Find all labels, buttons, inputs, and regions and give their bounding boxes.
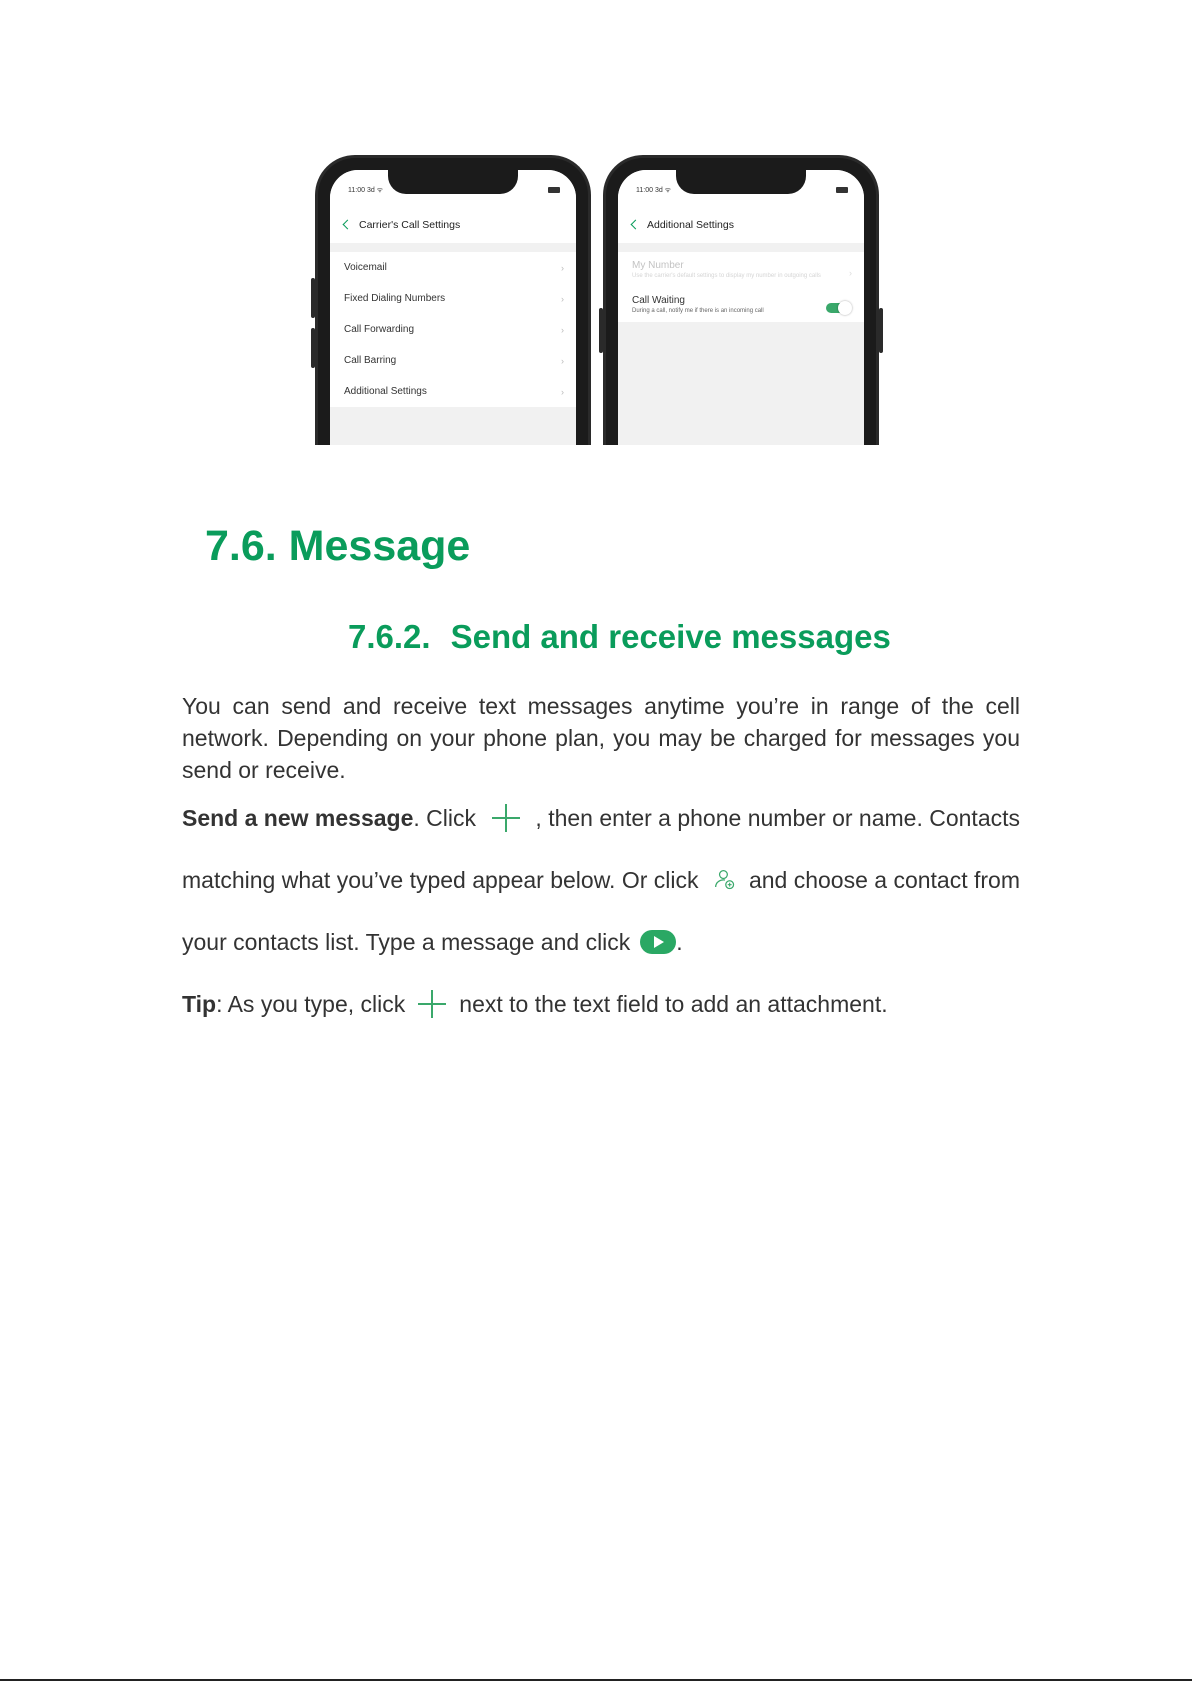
volume-button (311, 328, 315, 368)
settings-list (330, 252, 576, 407)
phone-carrier-call-settings (315, 155, 591, 445)
list-item-call-waiting[interactable]: Call Waiting During a call, notify me if there is an incoming call (618, 287, 864, 322)
list-item-my-number[interactable]: My Number Use the carrier's default settings to display my number in outgoing calls › (632, 260, 852, 279)
notch (676, 170, 806, 194)
list-item-fixed-dialing[interactable]: Fixed Dialing Numbers › (344, 293, 564, 304)
list-item-voicemail[interactable]: Voicemail › (344, 262, 564, 273)
plus-icon (491, 803, 521, 833)
back-arrow-icon[interactable] (343, 220, 353, 230)
send-label: Send a new message (182, 804, 414, 831)
subsection-heading (348, 618, 891, 656)
settings-list (618, 252, 864, 322)
status-time: 11:00 3d ᯤ (636, 186, 672, 194)
tip-label: Tip (182, 990, 217, 1017)
send-line-2: matching what you’ve typed appear below. Or click and choose a contact from (182, 862, 1020, 898)
chevron-right-icon: › (561, 355, 564, 366)
volume-button (311, 278, 315, 318)
section-heading: 7.6. Message (205, 522, 471, 570)
footer-rule (0, 1679, 1192, 1681)
chevron-right-icon: › (561, 324, 564, 335)
send-line-3: your contacts list. Type a message and click . (182, 928, 683, 955)
power-button (879, 308, 883, 353)
send-icon (640, 930, 676, 954)
subsection-title: Send and receive messages (450, 618, 891, 655)
chevron-right-icon: › (561, 386, 564, 397)
status-time: 11:00 3d ᯤ (348, 186, 384, 194)
volume-button (599, 308, 603, 353)
phone-screen (618, 170, 864, 445)
list-item-call-forwarding[interactable]: Call Forwarding › (344, 324, 564, 335)
notch (388, 170, 518, 194)
chevron-right-icon: › (849, 268, 852, 278)
battery-icon (836, 187, 848, 193)
list-item-additional-settings[interactable]: Additional Settings › (344, 386, 564, 397)
plus-icon (417, 989, 447, 1019)
intro-paragraph: You can send and receive text messages anytime you’re in range of the cell network. Depending on your phone plan, you may be charged for messages you send or receive. (182, 693, 1020, 783)
phone-screen (330, 170, 576, 445)
subsection-number: 7.6.2. (348, 618, 431, 655)
tip-line: Tip : As you type, click next to the text field to add an attachment. (182, 986, 1020, 1022)
send-line-1: Send a new message. Click , then enter a phone number or name. Contacts (182, 800, 1020, 836)
phone-additional-settings (603, 155, 879, 445)
screen-title: Carrier's Call Settings (359, 218, 461, 231)
screen-title: Additional Settings (647, 218, 734, 231)
contact-add-icon (711, 865, 737, 895)
back-arrow-icon[interactable] (631, 220, 641, 230)
battery-icon (548, 187, 560, 193)
chevron-right-icon: › (561, 262, 564, 273)
list-item-call-barring[interactable]: Call Barring › (344, 355, 564, 366)
call-waiting-toggle[interactable] (826, 303, 850, 313)
chevron-right-icon: › (561, 293, 564, 304)
